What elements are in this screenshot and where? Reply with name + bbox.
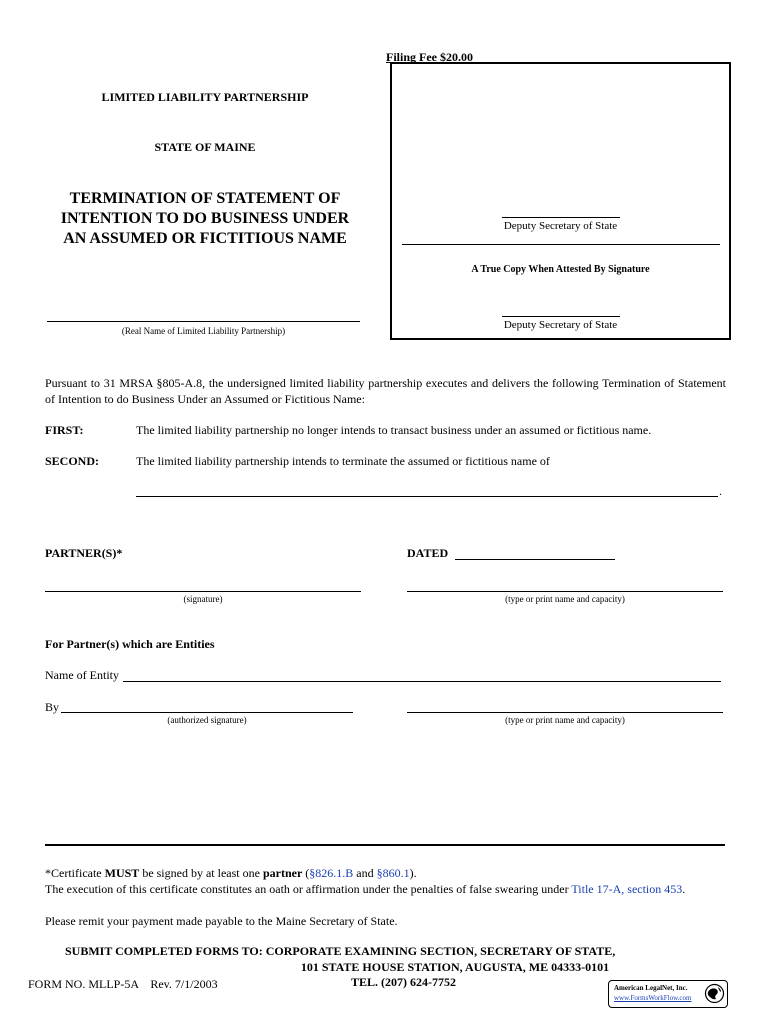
section-826-link[interactable]: §826.1.B — [309, 866, 354, 880]
by-label: By — [45, 700, 60, 714]
note-close: ). — [409, 866, 417, 880]
note-and: and — [353, 866, 377, 880]
llp-title: LIMITED LIABILITY PARTNERSHIP — [101, 90, 309, 104]
form-title-line-1: TERMINATION OF STATEMENT OF — [69, 190, 341, 207]
oath-note — [45, 882, 685, 897]
deputy-caption-2: Deputy Secretary of State — [503, 319, 618, 331]
filing-fee: Filing Fee $20.00 — [386, 50, 473, 64]
box-divider — [402, 244, 720, 245]
globe-icon — [704, 983, 725, 1004]
note-partner: partner — [262, 866, 303, 880]
logo-website[interactable]: www.FormsWorkFlow.com — [614, 994, 692, 1002]
signature-caption: (signature) — [183, 594, 223, 604]
submit-line-3: TEL. (207) 624-7752 — [351, 975, 456, 989]
section-860-link[interactable]: §860.1 — [376, 866, 410, 880]
real-name-line[interactable] — [47, 321, 360, 322]
second-label: SECOND: — [45, 454, 100, 468]
title-17a-link[interactable]: Title 17-A, section 453 — [571, 882, 683, 896]
submit-line-1: SUBMIT COMPLETED FORMS TO: CORPORATE EXAMINING SECTION, SECRETARY OF STATE, — [65, 944, 616, 958]
certificate-note — [45, 866, 417, 881]
note-mid: be signed by at least one — [139, 866, 263, 880]
true-copy-label: A True Copy When Attested By Signature — [471, 264, 650, 275]
deputy-caption-1: Deputy Secretary of State — [503, 220, 618, 232]
deputy-signature-line-1 — [502, 217, 620, 218]
logo-company: American LegalNet, Inc. — [614, 984, 688, 992]
assumed-name-period: . — [719, 484, 722, 498]
entities-heading: For Partner(s) which are Entities — [45, 637, 215, 651]
filing-box — [390, 62, 731, 340]
footer-divider — [45, 844, 725, 846]
dated-field[interactable] — [455, 559, 615, 560]
note-must: MUST — [104, 866, 140, 880]
assumed-name-field[interactable] — [136, 496, 718, 497]
american-legalnet-logo — [608, 980, 728, 1008]
dated-label: DATED — [407, 546, 449, 560]
entity-print-name-field[interactable] — [407, 712, 723, 713]
note-pre: *Certificate — [45, 866, 105, 880]
intro-paragraph: Pursuant to 31 MRSA §805-A.8, the undersigned limited liability partnership executes and delivers the following Termination of Statement of Intention to do Business Under an Assumed or Fictitious Name: — [45, 376, 726, 406]
form-title-line-2: INTENTION TO DO BUSINESS UNDER — [60, 210, 350, 227]
second-text: The limited liability partnership intends to terminate the assumed or fictitious name of — [136, 454, 550, 468]
form-title — [40, 189, 370, 249]
deputy-signature-line-2 — [502, 316, 620, 317]
oath-end: . — [682, 882, 686, 896]
authorized-caption: (authorized signature) — [167, 715, 247, 725]
authorized-signature-field[interactable] — [61, 712, 353, 713]
name-of-entity-field[interactable] — [123, 681, 721, 682]
first-label: FIRST: — [45, 423, 84, 437]
print-name-caption: (type or print name and capacity) — [505, 594, 625, 604]
first-text: The limited liability partnership no longer intends to transact business under an assumed or fictitious name. — [136, 423, 652, 437]
state-title: STATE OF MAINE — [154, 140, 256, 154]
note-paren-open: ( — [302, 866, 310, 880]
partners-label: PARTNER(S)* — [45, 546, 123, 560]
remit-note: Please remit your payment made payable to the Maine Secretary of State. — [45, 914, 398, 928]
form-number: FORM NO. MLLP-5A Rev. 7/1/2003 — [28, 977, 218, 991]
name-of-entity-label: Name of Entity — [45, 668, 119, 682]
entity-print-caption: (type or print name and capacity) — [505, 715, 625, 725]
submit-line-2: 101 STATE HOUSE STATION, AUGUSTA, ME 04333-0101 — [300, 960, 610, 974]
partner-signature-field[interactable] — [45, 591, 361, 592]
partner-print-name-field[interactable] — [407, 591, 723, 592]
oath-pre: The execution of this certificate constitutes an oath or affirmation under the penalties of false swearing under — [45, 882, 572, 896]
form-title-line-3: AN ASSUMED OR FICTITIOUS NAME — [63, 230, 347, 247]
real-name-caption: (Real Name of Limited Liability Partnership) — [121, 326, 286, 336]
